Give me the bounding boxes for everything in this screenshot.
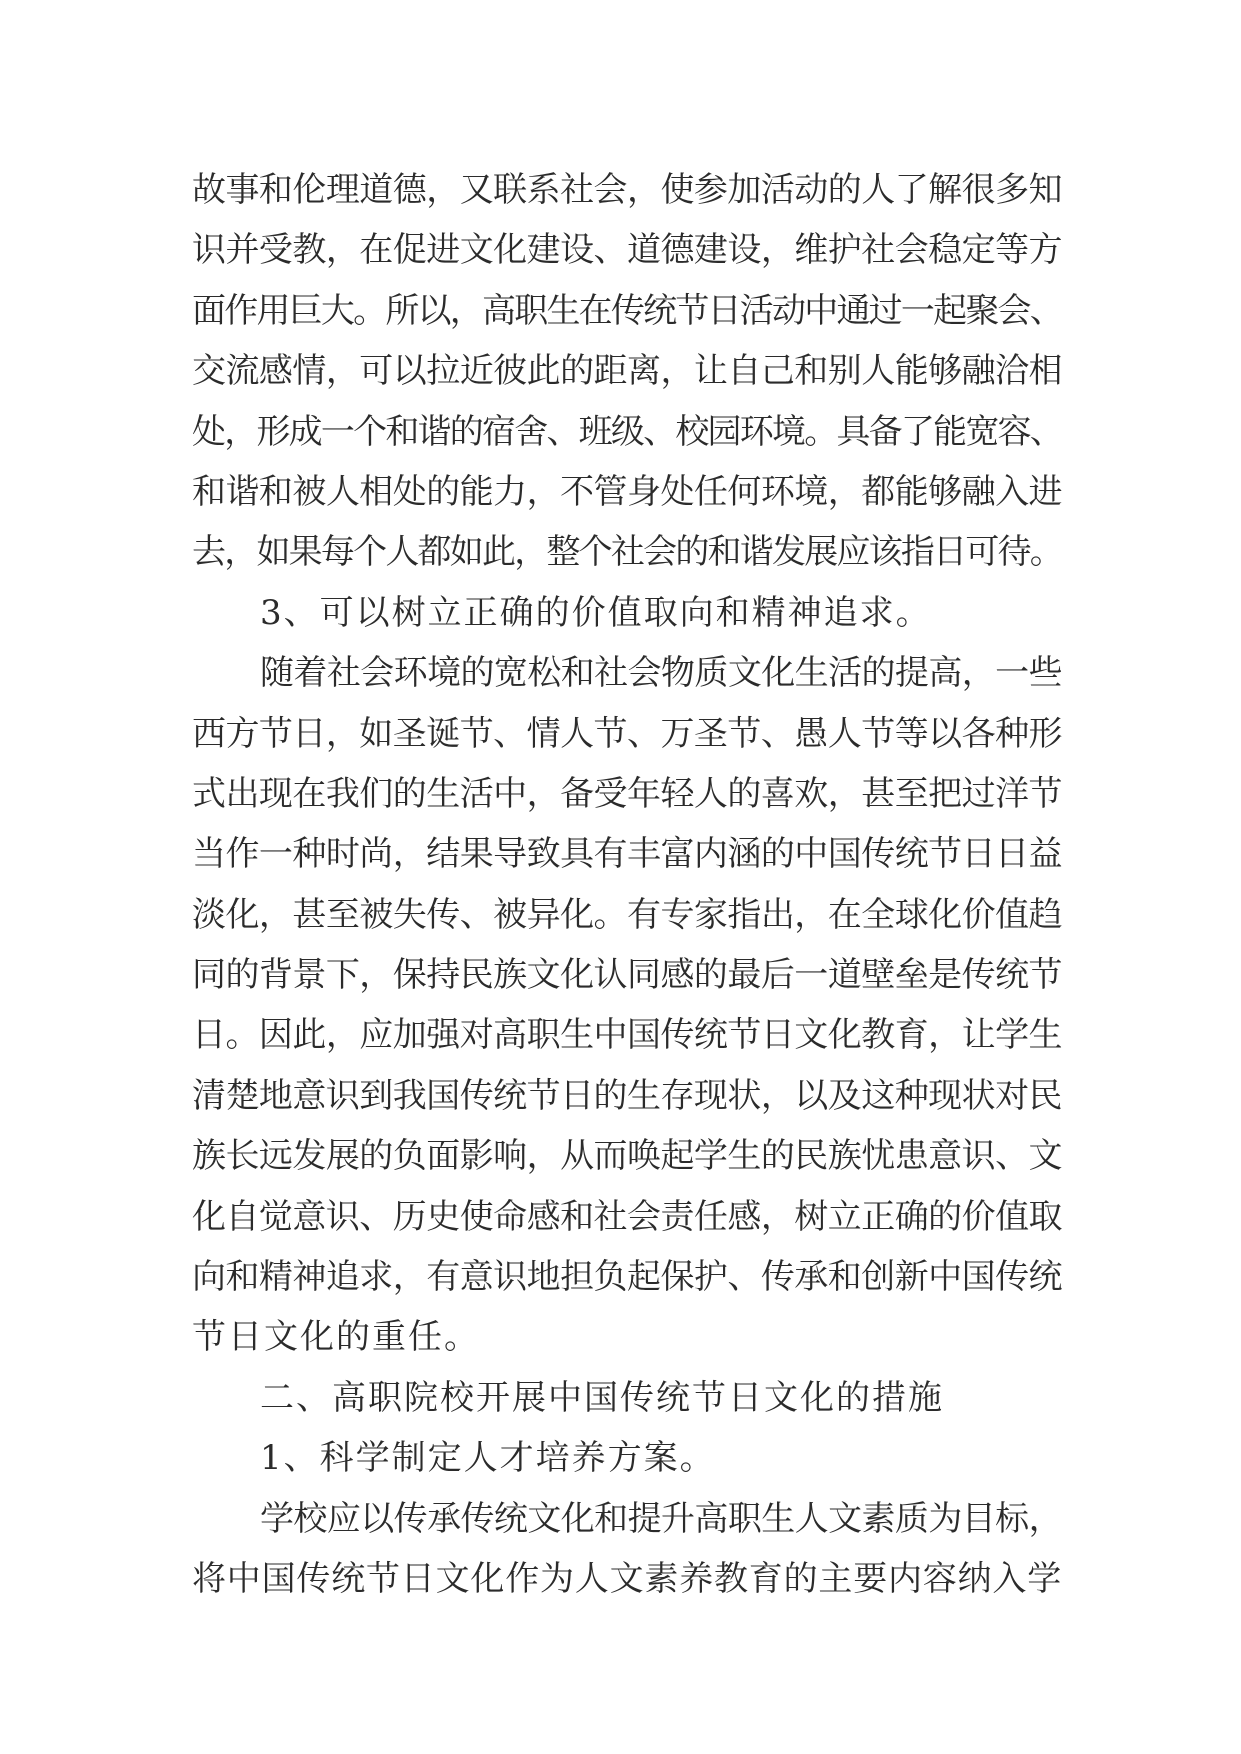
text-line: 二、高职院校开展中国传统节日文化的措施	[260, 1377, 944, 1418]
text-line: 处，形成一个和谐的宿舍、班级、校园环境。具备了能宽容、	[192, 411, 1062, 452]
text-line: 学校应以传承传统文化和提升高职生人文素质为目标，	[260, 1498, 1062, 1539]
text-line: 和谐和被人相处的能力，不管身处任何环境，都能够融入进	[192, 471, 1062, 512]
text-line: 故事和伦理道德，又联系社会，使参加活动的人了解很多知	[192, 170, 1062, 210]
text-line: 向和精神追求，有意识地担负起保护、传承和创新中国传统	[192, 1257, 1062, 1298]
text-line: 面作用巨大。所以，高职生在传统节日活动中通过一起聚会、	[192, 290, 1062, 331]
body-text	[192, 160, 1062, 1609]
text-line: 同的背景下，保持民族文化认同感的最后一道壁垒是传统节	[192, 955, 1062, 996]
text-line: 化自觉意识、历史使命感和社会责任感，树立正确的价值取	[192, 1196, 1062, 1237]
text-line: 式出现在我们的生活中，备受年轻人的喜欢，甚至把过洋节	[192, 773, 1062, 814]
text-line: 节日文化的重任。	[192, 1317, 480, 1358]
text-line: 将中国传统节日文化作为人文素养教育的主要内容纳入学	[192, 1558, 1062, 1599]
text-line: 识并受教，在促进文化建设、道德建设，维护社会稳定等方	[192, 230, 1062, 271]
text-line: 3、可以树立正确的价值取向和精神追求。	[260, 592, 932, 633]
text-line: 清楚地意识到我国传统节日的生存现状，以及这种现状对民	[192, 1075, 1062, 1116]
text-line: 去，如果每个人都如此，整个社会的和谐发展应该指日可待。	[192, 532, 1062, 573]
text-line: 西方节日，如圣诞节、情人节、万圣节、愚人节等以各种形	[192, 713, 1062, 754]
text-line: 淡化，甚至被失传、被异化。有专家指出，在全球化价值趋	[192, 894, 1062, 935]
text-line: 交流感情，可以拉近彼此的距离，让自己和别人能够融洽相	[192, 351, 1062, 392]
text-line: 1、科学制定人才培养方案。	[260, 1438, 716, 1479]
text-line: 族长远发展的负面影响，从而唤起学生的民族忧患意识、文	[192, 1136, 1062, 1177]
text-line: 随着社会环境的宽松和社会物质文化生活的提高，一些	[260, 653, 1062, 694]
text-line: 当作一种时尚，结果导致具有丰富内涵的中国传统节日日益	[192, 834, 1062, 875]
text-line: 日。因此，应加强对高职生中国传统节日文化教育，让学生	[192, 1015, 1062, 1056]
